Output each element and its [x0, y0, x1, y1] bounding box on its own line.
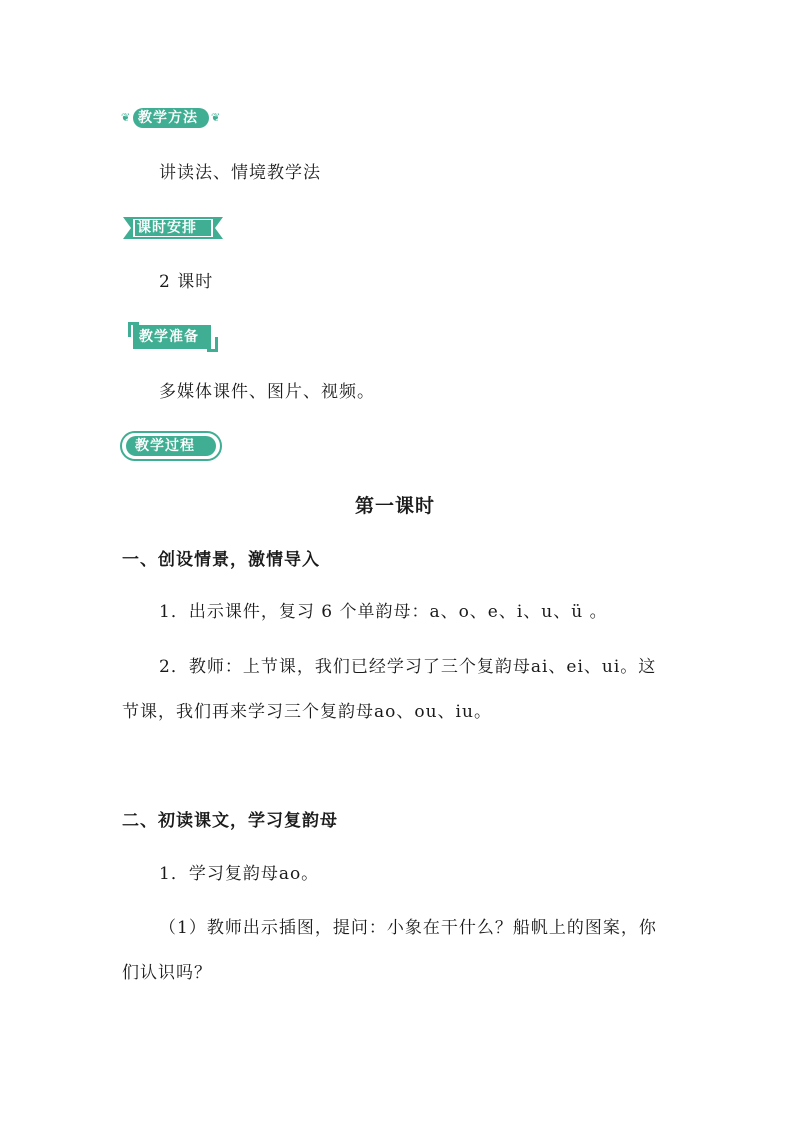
badge-label: 课时安排 [137, 220, 197, 236]
schedule-content: 2 课时 [159, 272, 214, 292]
badge-label: 教学过程 [135, 438, 195, 454]
badge-label: 教学准备 [139, 329, 199, 345]
heart-icon: ❦ [121, 111, 131, 124]
preparation-badge [128, 322, 218, 352]
section-heading-1: 一、创设情景，激情导入 [122, 550, 320, 570]
part2-sub-1-line-2: 们认识吗？ [122, 963, 212, 983]
part1-item-1: 1．出示课件，复习 6 个单韵母：a、o、e、i、u、ü 。 [159, 602, 608, 622]
badge-label: 教学方法 [138, 110, 198, 126]
lesson-title: 第一课时 [355, 495, 436, 517]
schedule-badge [123, 214, 223, 242]
corner-bracket [207, 337, 218, 352]
section-heading-2: 二、初读课文，学习复韵母 [122, 811, 338, 831]
preparation-content: 多媒体课件、图片、视频。 [159, 382, 375, 402]
teaching-method-content: 讲读法、情境教学法 [159, 163, 321, 183]
process-badge [120, 431, 222, 461]
part2-item-1: 1．学习复韵母ao。 [159, 864, 320, 884]
teaching-method-badge [121, 106, 221, 130]
part2-sub-1-line-1: （1）教师出示插图，提问：小象在干什么？船帆上的图案，你 [159, 918, 657, 938]
part1-item-2-line-1: 2．教师：上节课，我们已经学习了三个复韵母ai、ei、ui。这 [159, 657, 657, 677]
heart-icon: ❦ [211, 111, 221, 124]
part1-item-2-line-2: 节课，我们再来学习三个复韵母ao、ou、iu。 [122, 702, 492, 722]
